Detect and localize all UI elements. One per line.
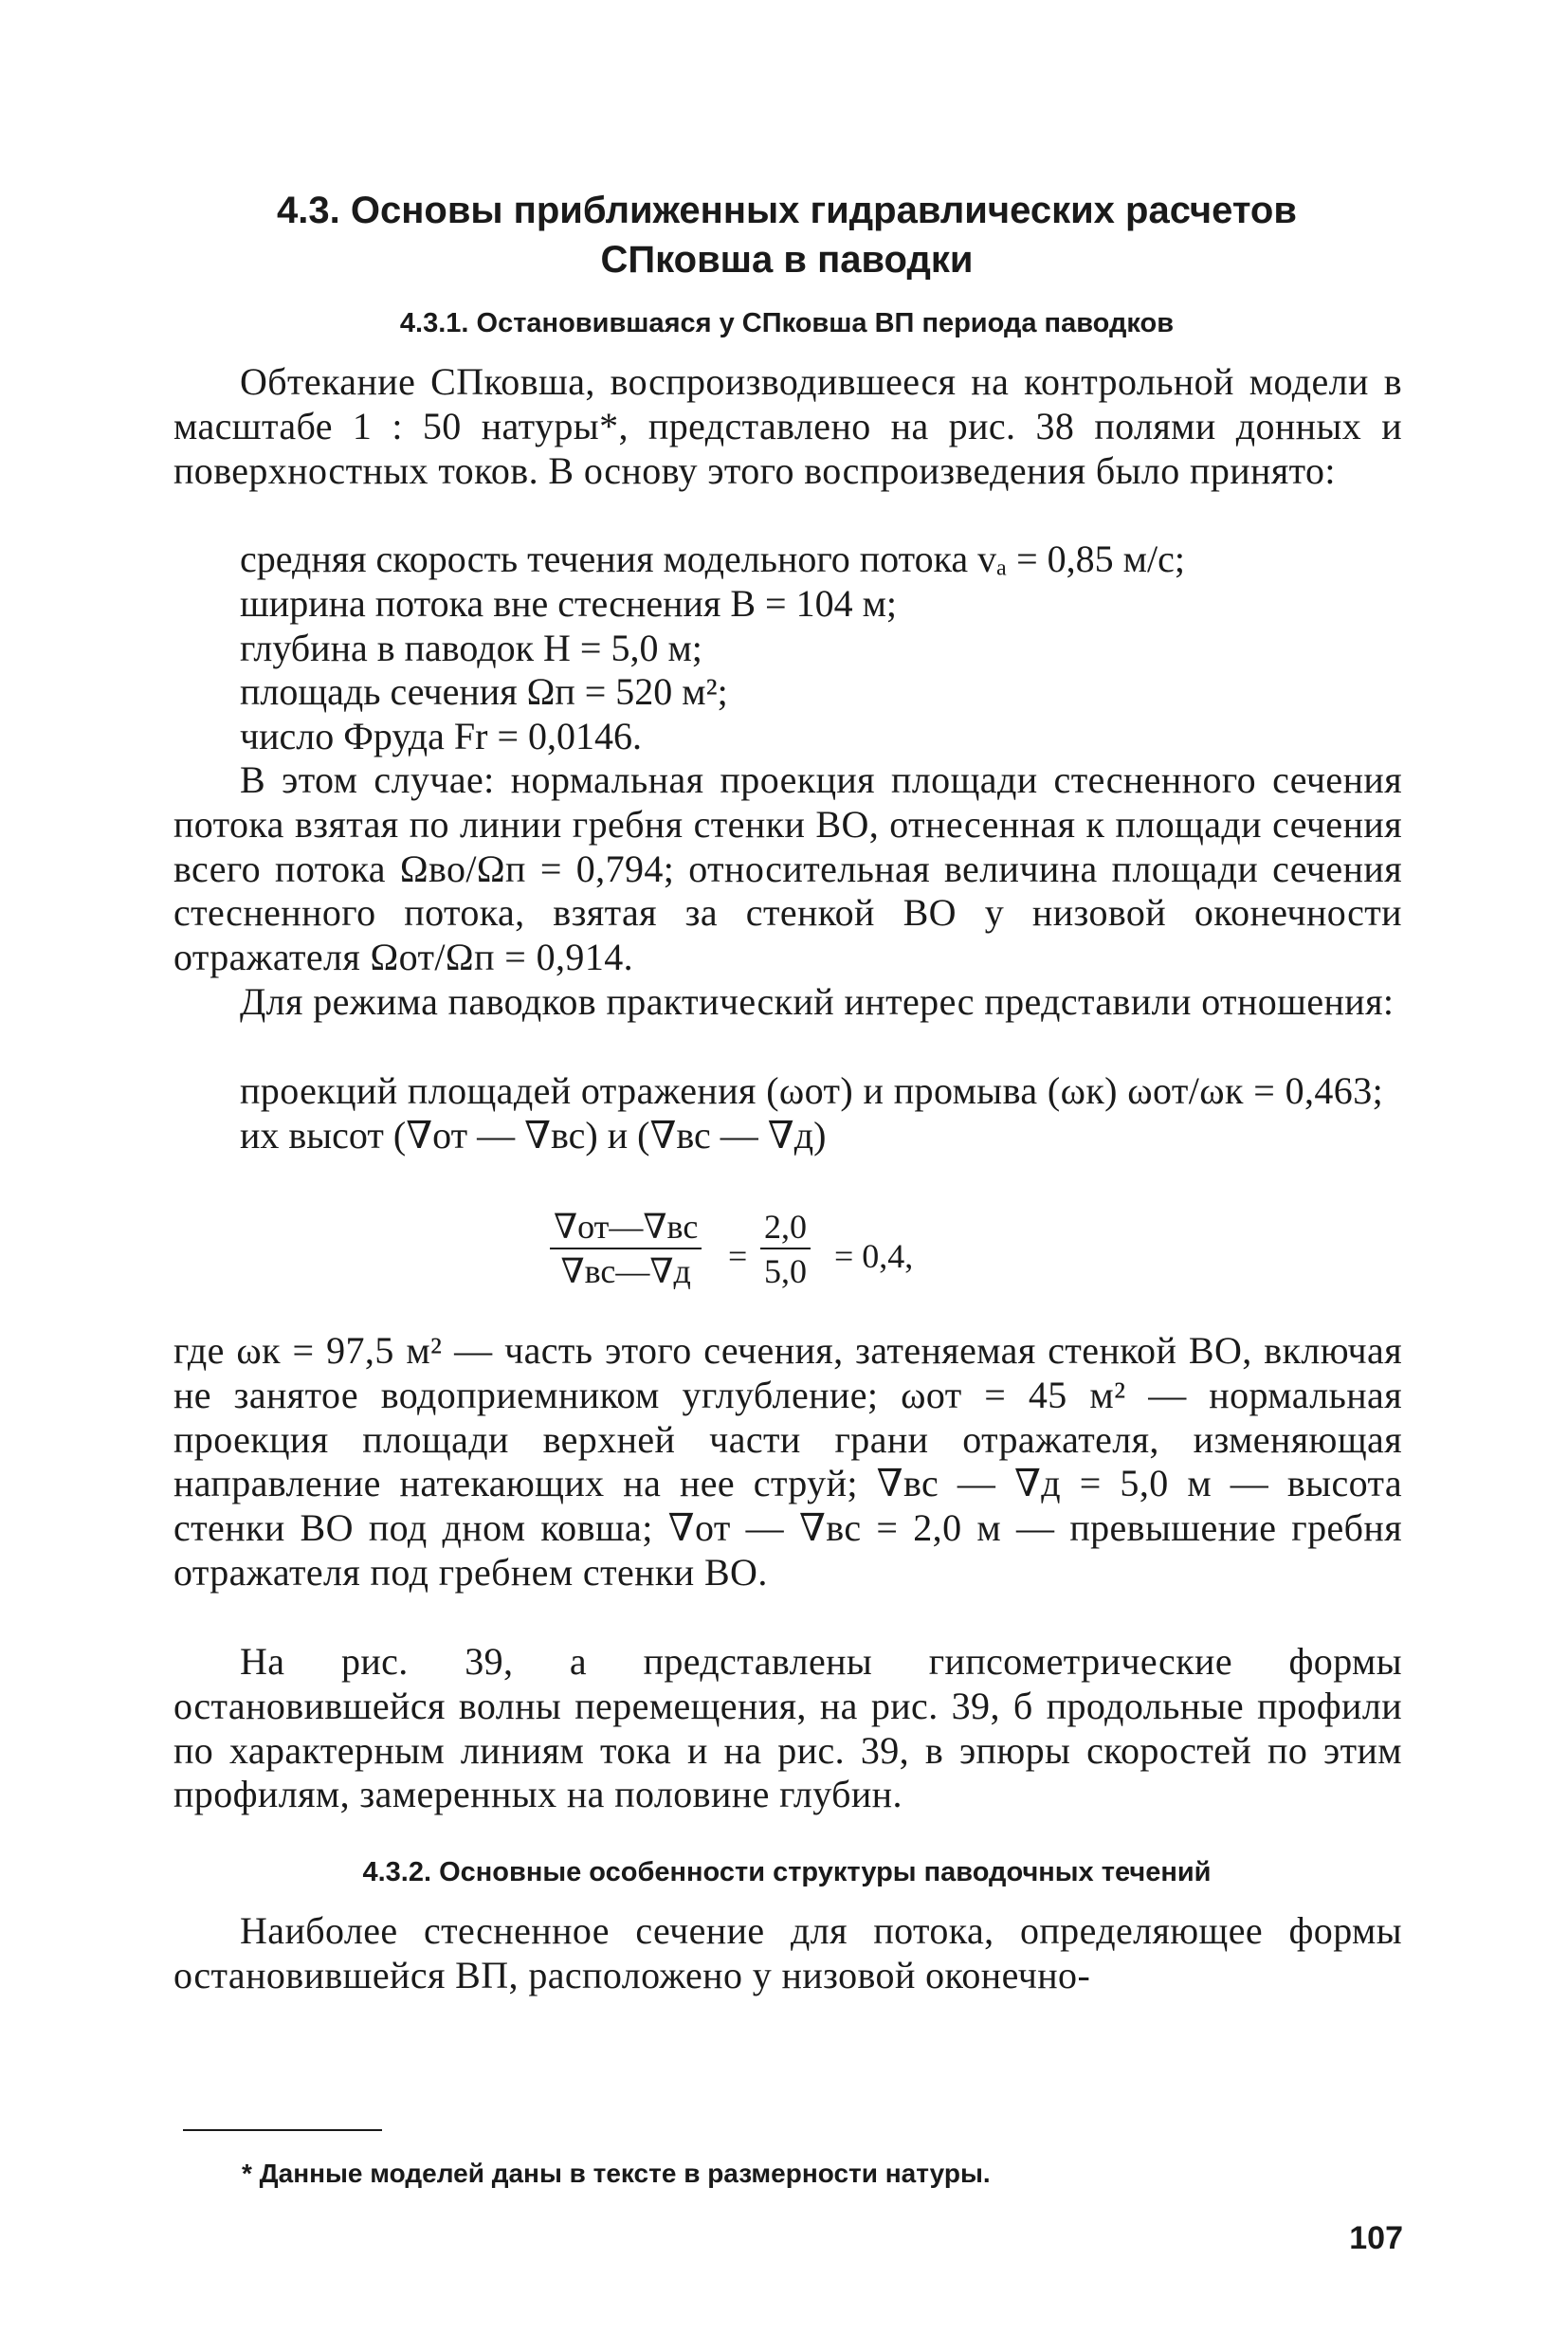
formula-rhs-fraction — [760, 1206, 811, 1293]
footnote-separator — [183, 2129, 382, 2131]
formula-result: = 0,4, — [834, 1237, 914, 1275]
formula-equals: = — [728, 1237, 748, 1275]
parameter-froude: число Фруда Fr = 0,0146. — [240, 715, 643, 758]
paragraph-structure: Наиболее стесненное сечение для потока, определяющее формы остановившейся ВП, расположено у низовой оконечно- — [173, 1909, 1402, 1996]
height-ratio-formula — [550, 1206, 1081, 1310]
paragraph-intro: Обтекание СПковша, воспроизводившееся на контрольной модели в масштабе 1 : 50 натуры*, представлено на рис. 38 полями донных и поверхностных токов. В основу этого воспроизведения было принято: — [173, 360, 1402, 492]
footnote: * Данные моделей даны в тексте в размерности натуры. — [242, 2159, 991, 2188]
formula-lhs-fraction — [550, 1206, 702, 1293]
ratio-projections: проекций площадей отражения (ωот) и промыва (ωк) ωот/ωк = 0,463; — [240, 1069, 1384, 1112]
subsection-title-4-3-1: 4.3.1. Остановившаяся у СПковша ВП периода паводков — [399, 308, 1175, 338]
paragraph-definitions: где ωк = 97,5 м² — часть этого сечения, затеняемая стенкой ВО, включая не занятое водоприемником углубление; ωот = 45 м² — нормальная проекция площади верхней части грани отражателя, изменяющая направление натекающих на нее струй; ∇вс — ∇д = 5,0 м — высота стенки ВО под дном ковша; ∇от — ∇вс = 2,0 м — превышение гребня отражателя под гребнем стенки ВО. — [173, 1329, 1402, 1594]
section-title — [171, 186, 1403, 284]
parameter-velocity: средняя скорость течения модельного потока vₐ = 0,85 м/с; — [240, 538, 1185, 580]
paragraph-regime: Для режима паводков практический интерес представили отношения: — [240, 980, 1395, 1023]
formula-rhs-denominator: 5,0 — [764, 1252, 807, 1290]
section-title-line-1: 4.3. Основы приближенных гидравлических расчетов — [277, 190, 1297, 231]
paragraph-section-ratios: В этом случае: нормальная проекция площади стесненного сечения потока взятая по линии гребня стенки ВО, отнесенная к площади сечения всего потока Ωво/Ωп = 0,794; относительная величина площади сечения стесненного потока, взятая за стенкой ВО у низовой оконечности отражателя Ωот/Ωп = 0,914. — [173, 758, 1402, 979]
page-number: 107 — [1349, 2220, 1403, 2256]
formula-lhs-denominator: ∇вс—∇д — [560, 1252, 691, 1290]
formula-rhs-numerator: 2,0 — [760, 1206, 811, 1249]
parameter-depth: глубина в паводок H = 5,0 м; — [240, 626, 702, 669]
section-title-line-2: СПковша в паводки — [600, 239, 974, 281]
parameter-width: ширина потока вне стеснения B = 104 м; — [240, 581, 898, 625]
paragraph-figure-39: На рис. 39, а представлены гипсометрические формы остановившейся волны перемещения, на рис. 39, б продольные профили по характерным линиям тока и на рис. 39, в эпюры скоростей по этим профилям, замеренных на половине глубин. — [173, 1640, 1402, 1816]
subsection-title-4-3-2: 4.3.2. Основные особенности структуры паводочных течений — [362, 1857, 1212, 1887]
parameter-area: площадь сечения Ωп = 520 м²; — [240, 670, 728, 714]
parameter-list — [240, 538, 1402, 759]
ratio-heights-text: их высот (∇от — ∇вс) и (∇вс — ∇д) — [240, 1114, 827, 1157]
ratio-heights — [240, 1114, 1402, 1158]
formula-lhs-numerator: ∇от—∇вс — [550, 1206, 702, 1249]
